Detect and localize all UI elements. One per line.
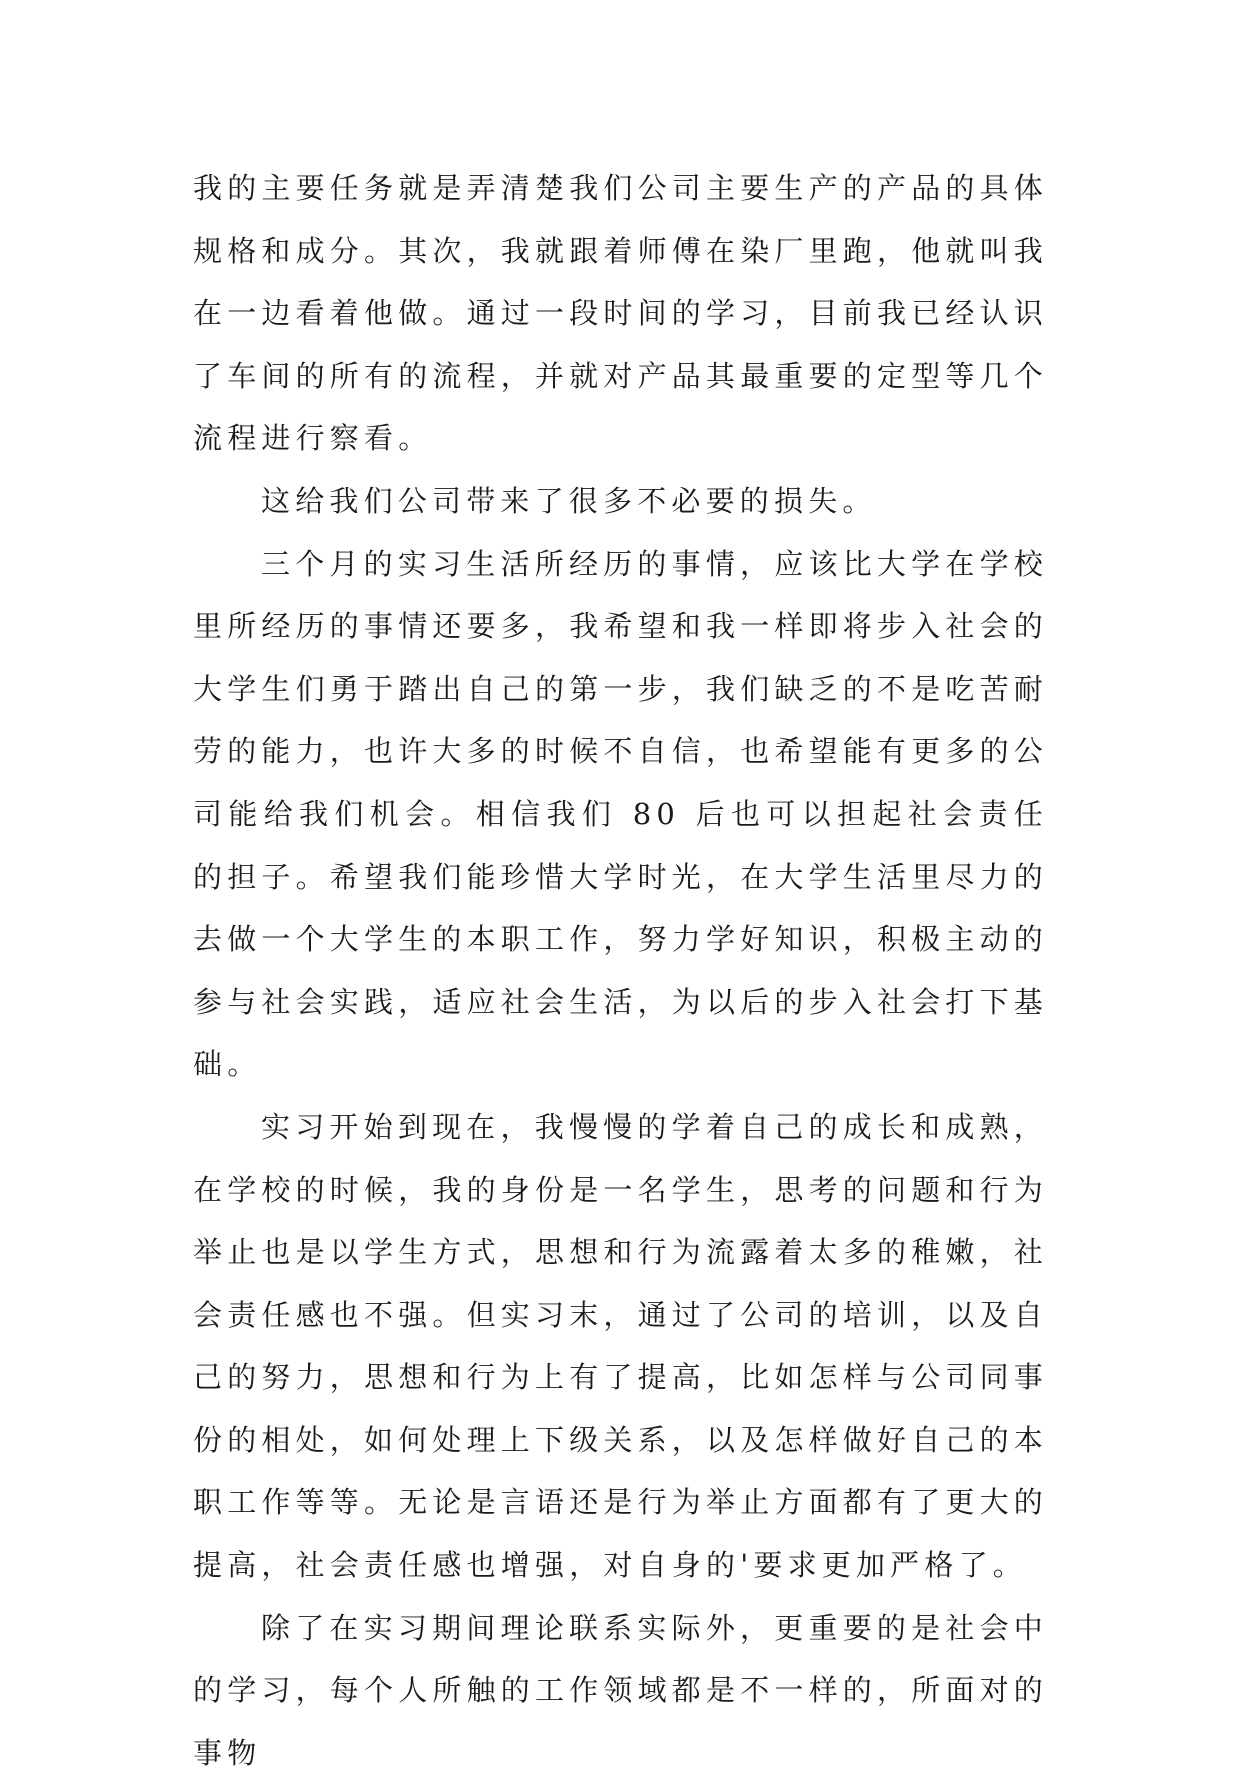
- paragraph: 除了在实习期间理论联系实际外，更重要的是社会中的学习，每个人所触的工作领域都是不一样的，所面对的事物: [193, 1610, 1049, 1770]
- paragraph: 三个月的实习生活所经历的事情，应该比大学在学校里所经历的事情还要多，我希望和我一样即将步入社会的大学生们勇于踏出自己的第一步，我们缺乏的不是吃苦耐劳的能力，也许大多的时候不自信，也希望能有更多的公司能给我们机会。相信我们 80 后也可以担起社会责任的担子。希望我们能珍惜大学时光，在大学生活里尽力的去做一个大学生的本职工作，努力学好知识，积极主动的参与社会实践，适应社会生活，为以后的步入社会打下基础。: [193, 546, 1049, 1082]
- paragraph: 这给我们公司带来了很多不必要的损失。: [261, 483, 877, 518]
- document-body: [193, 157, 1048, 1784]
- paragraph: 实习开始到现在，我慢慢的学着自己的成长和成熟，在学校的时候，我的身份是一名学生，思考的问题和行为举止也是以学生方式，思想和行为流露着太多的稚嫩，社会责任感也不强。但实习末，通过了公司的培训，以及自己的努力，思想和行为上有了提高，比如怎样与公司同事份的相处，如何处理上下级关系，以及怎样做好自己的本职工作等等。无论是言语还是行为举止方面都有了更大的提高，社会责任感也增强，对自身的'要求更加严格了。: [193, 1109, 1049, 1583]
- paragraph-continuation: 我的主要任务就是弄清楚我们公司主要生产的产品的具体规格和成分。其次，我就跟着师傅在染厂里跑，他就叫我在一边看着他做。通过一段时间的学习，目前我已经认识了车间的所有的流程，并就对产品其最重要的定型等几个流程进行察看。: [193, 171, 1049, 456]
